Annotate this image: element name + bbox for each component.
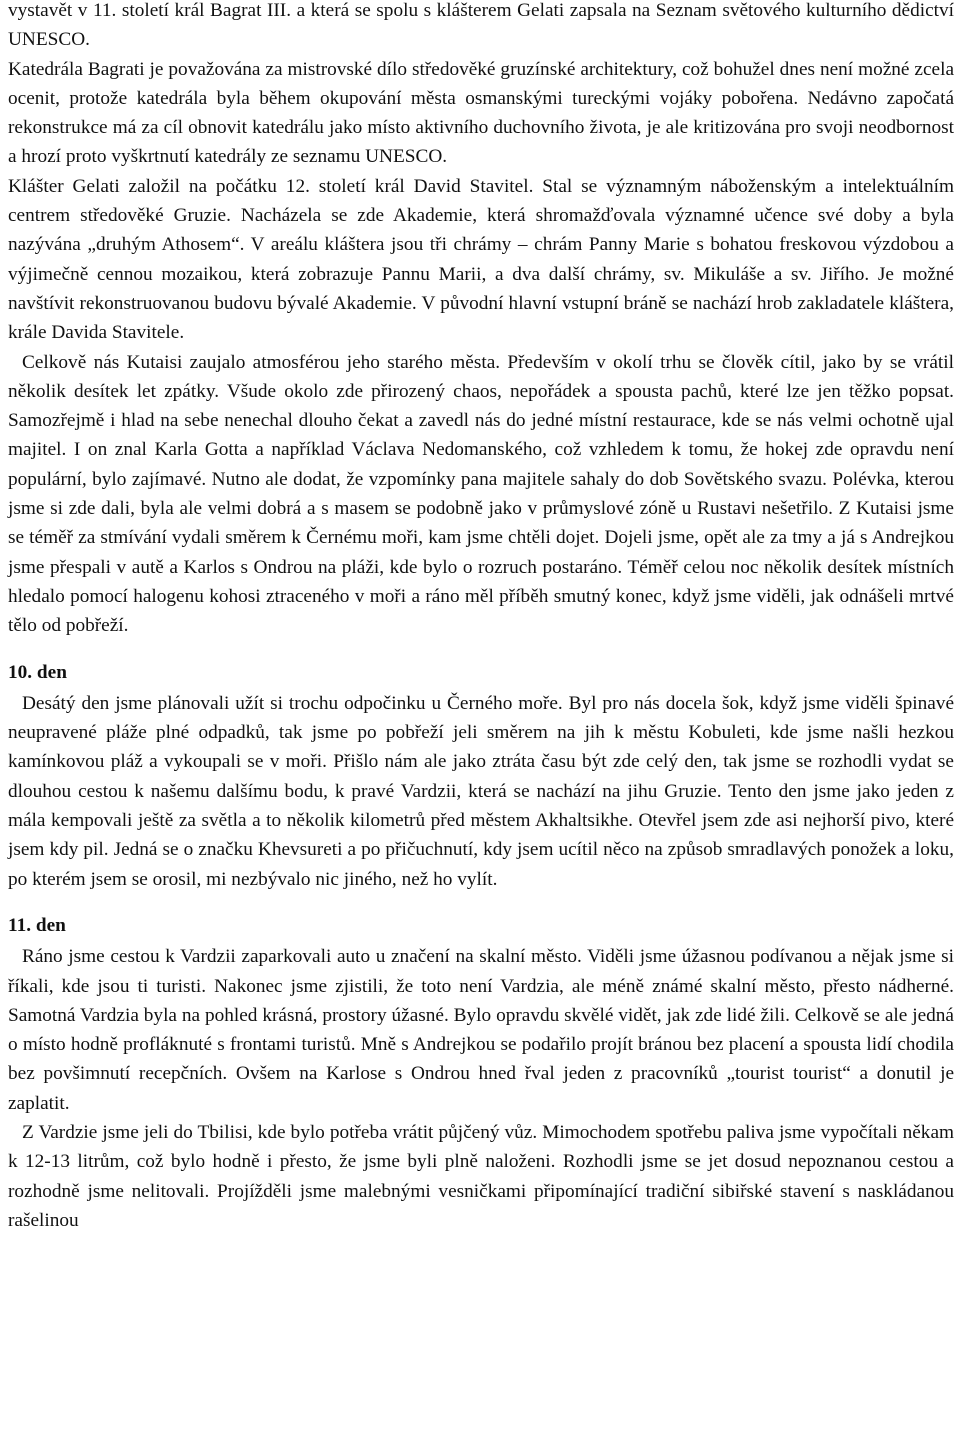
paragraph-day-10: Desátý den jsme plánovali užít si trochu odpočinku u Černého moře. Byl pro nás docela šok, když jsme viděli špinavé neupravené pláže plné odpadků, tak jsme po pobřeží jeli směrem na jih k městu Kobuleti, kde jsme našli hezkou kamínkovou pláž a vykoupali se v moři. Přišlo nám ale jako ztráta času být zde celý den, tak jsme se rozhodli vydat se dlouhou cestou k našemu dalšímu bodu, k pravé Vardzii, která se nachází na jihu Gruzie. Tento den jsme jako jeden z mála kempovali ještě za světla a to několik kilometrů před městem Akhaltsikhe. Otevřel jsem zde asi nejhorší pivo, které jsem kdy pil. Jedná se o značku Khevsureti a po přičuchnutí, kdy jsem ucítil něco na způsob smradlavých ponožek a loku, po kterém jsem se orosil, mi nezbývalo nic jiného, než ho vylít. — [8, 692, 954, 890]
paragraph-kutaisi: Celkově nás Kutaisi zaujalo atmosférou jeho starého města. Především v okolí trhu se člověk cítil, jako by se vrátil několik desítek let zpátky. Všude okolo zde přirozený chaos, nepořádek a spousta pachů, které lze jen těžko popsat. Samozřejmě i hlad na sebe nenechal dlouho čekat a zavedl nás do jedné místní restaurace, kde se nás velmi ochotně ujal majitel. I on znal Karla Gotta a například Václava Nedomanského, což vzhledem k tomu, že hokej zde opravdu není populární, bylo zajímavé. Nutno ale dodat, že vzpomínky pana majitele sahaly do dob Sovětského svazu. Polévka, kterou jsme si zde dali, byla ale velmi dobrá a s masem se podobně jako v průmyslové zóně u Rustavi nešetřilo. Z Kutaisi jsme se téměř za stmívání vydali směrem k Černému moři, kam jsme chtěli dojet. Dojeli jsme, opět ale za tmy a já s Andrejkou jsme přespali v autě a Karlos s Ondrou na pláži, kde bylo o rozruch postaráno. Téměř celou noc několik desítek místních hledalo pomocí halogenu kohosi ztraceného v moři a ráno měl příběh smutný konec, když jsme viděli, jak odnášeli mrtvé tělo od pobřeží. — [8, 351, 954, 637]
document-page — [8, 0, 954, 1235]
paragraph-bagrati-cathedral: Katedrála Bagrati je považována za mistrovské dílo středověké gruzínské architektury, což bohužel dnes není možné zcela ocenit, protože katedrála byla během okupování města osmanskými tureckými vojáky pobořena. Nedávno započatá rekonstrukce má za cíl obnovit katedrálu jako místo aktivního duchovního života, je ale kritizována pro svoji neodbornost a hrozí proto vyškrtnutí katedrály ze seznamu UNESCO. — [8, 58, 954, 168]
paragraph-day-11-tbilisi: Z Vardzie jsme jeli do Tbilisi, kde bylo potřeba vrátit půjčený vůz. Mimochodem spotřebu paliva jsme vypočítali někam k 12-13 litrům, což bylo hodně i přesto, že jsme byli plně naloženi. Rozhodli jsme se jet dosud nepoznanou cestou a rozhodně jsme nelitovali. Projížděli jsme malebnými vesničkami připomínající tradiční sibiřské stavení s naskládanou rašelinou — [8, 1121, 954, 1231]
paragraph-day-11-vardzia: Ráno jsme cestou k Vardzii zaparkovali auto u značení na skalní město. Viděli jsme úžasnou podívanou a nějak jsme si říkali, kde jsou ti turisti. Nakonec jsme zjistili, že toto není Vardzia, ale méně známé skalní město, přesto nádherné. Samotná Vardzia byla na pohled krásná, prostory úžasné. Bylo opravdu skvělé vidět, jak zde lidé žili. Celkově se ale jedná o místo hodně profláknuté s frontami turistů. Mně s Andrejkou se podařilo projít bránou bez placení a spousta lidí chodila bez povšimnutí recepčních. Ovšem na Karlose s Ondrou hned řval jeden z pracovníků „tourist tourist“ a donutil je zaplatit. — [8, 946, 954, 1114]
paragraph-bagrat-intro: vystavět v 11. století král Bagrat III. a která se spolu s klášterem Gelati zapsala na Seznam světového kulturního dědictví UNESCO. — [8, 0, 954, 51]
section-heading-day-10: 10. den — [8, 661, 67, 683]
paragraph-gelati-monastery: Klášter Gelati založil na počátku 12. století král David Stavitel. Stal se významným náboženským a intelektuálním centrem středověké Gruzie. Nacházela se zde Akademie, která shromažďovala významné učence své doby a byla nazývána „druhým Athosem“. V areálu kláštera jsou tři chrámy – chrám Panny Marie s bohatou freskovou výzdobou a výjimečně cennou mozaikou, která zobrazuje Pannu Marii, a dva další chrámy, sv. Mikuláše a sv. Jiřího. Je možné navštívit rekonstruovanou budovu bývalé Akademie. V původní hlavní vstupní bráně se nachází hrob zakladatele kláštera, krále Davida Stavitele. — [8, 175, 954, 344]
section-heading-day-11: 11. den — [8, 914, 66, 936]
